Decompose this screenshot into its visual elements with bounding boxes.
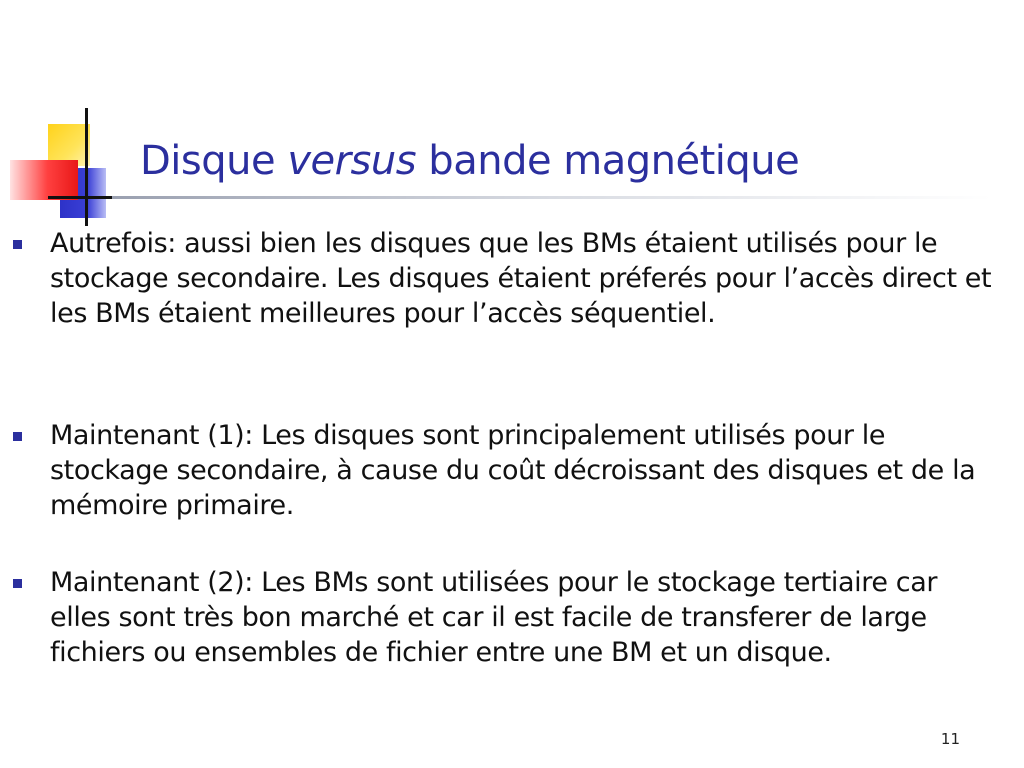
title-underline-fade [112,196,992,199]
slide-title [140,138,799,184]
square-bullet-icon [13,579,22,588]
bullet-text: Maintenant (1): Les disques sont principalement utilisés pour le stockage secondaire, à cause du coût décroissant des disques et de la mémoire primaire. [50,420,976,521]
slide-logo-graphic [0,100,150,230]
bullet-text: Maintenant (2): Les BMs sont utilisées pour le stockage tertiaire car elles sont très bon marché et car il est facile de transferer de large fichiers ou ensembles de fichier entre une BM et un disque. [50,567,938,668]
square-bullet-icon [13,432,22,441]
bullet-text: Autrefois: aussi bien les disques que les BMs étaient utilisés pour le stockage secondaire. Les disques étaient préferés pour l’accès direct et les BMs étaient meilleures pour l’accès séquentiel. [50,228,992,329]
vertical-line-decoration [85,108,88,226]
title-emphasis: versus [287,138,417,184]
page-number: 11 [940,730,960,748]
title-text-start: Disque [140,138,288,184]
horizontal-line-decoration [48,196,112,199]
square-bullet-icon [13,240,22,249]
red-square-decoration [10,160,78,200]
title-text-end: bande magnétique [416,138,800,184]
